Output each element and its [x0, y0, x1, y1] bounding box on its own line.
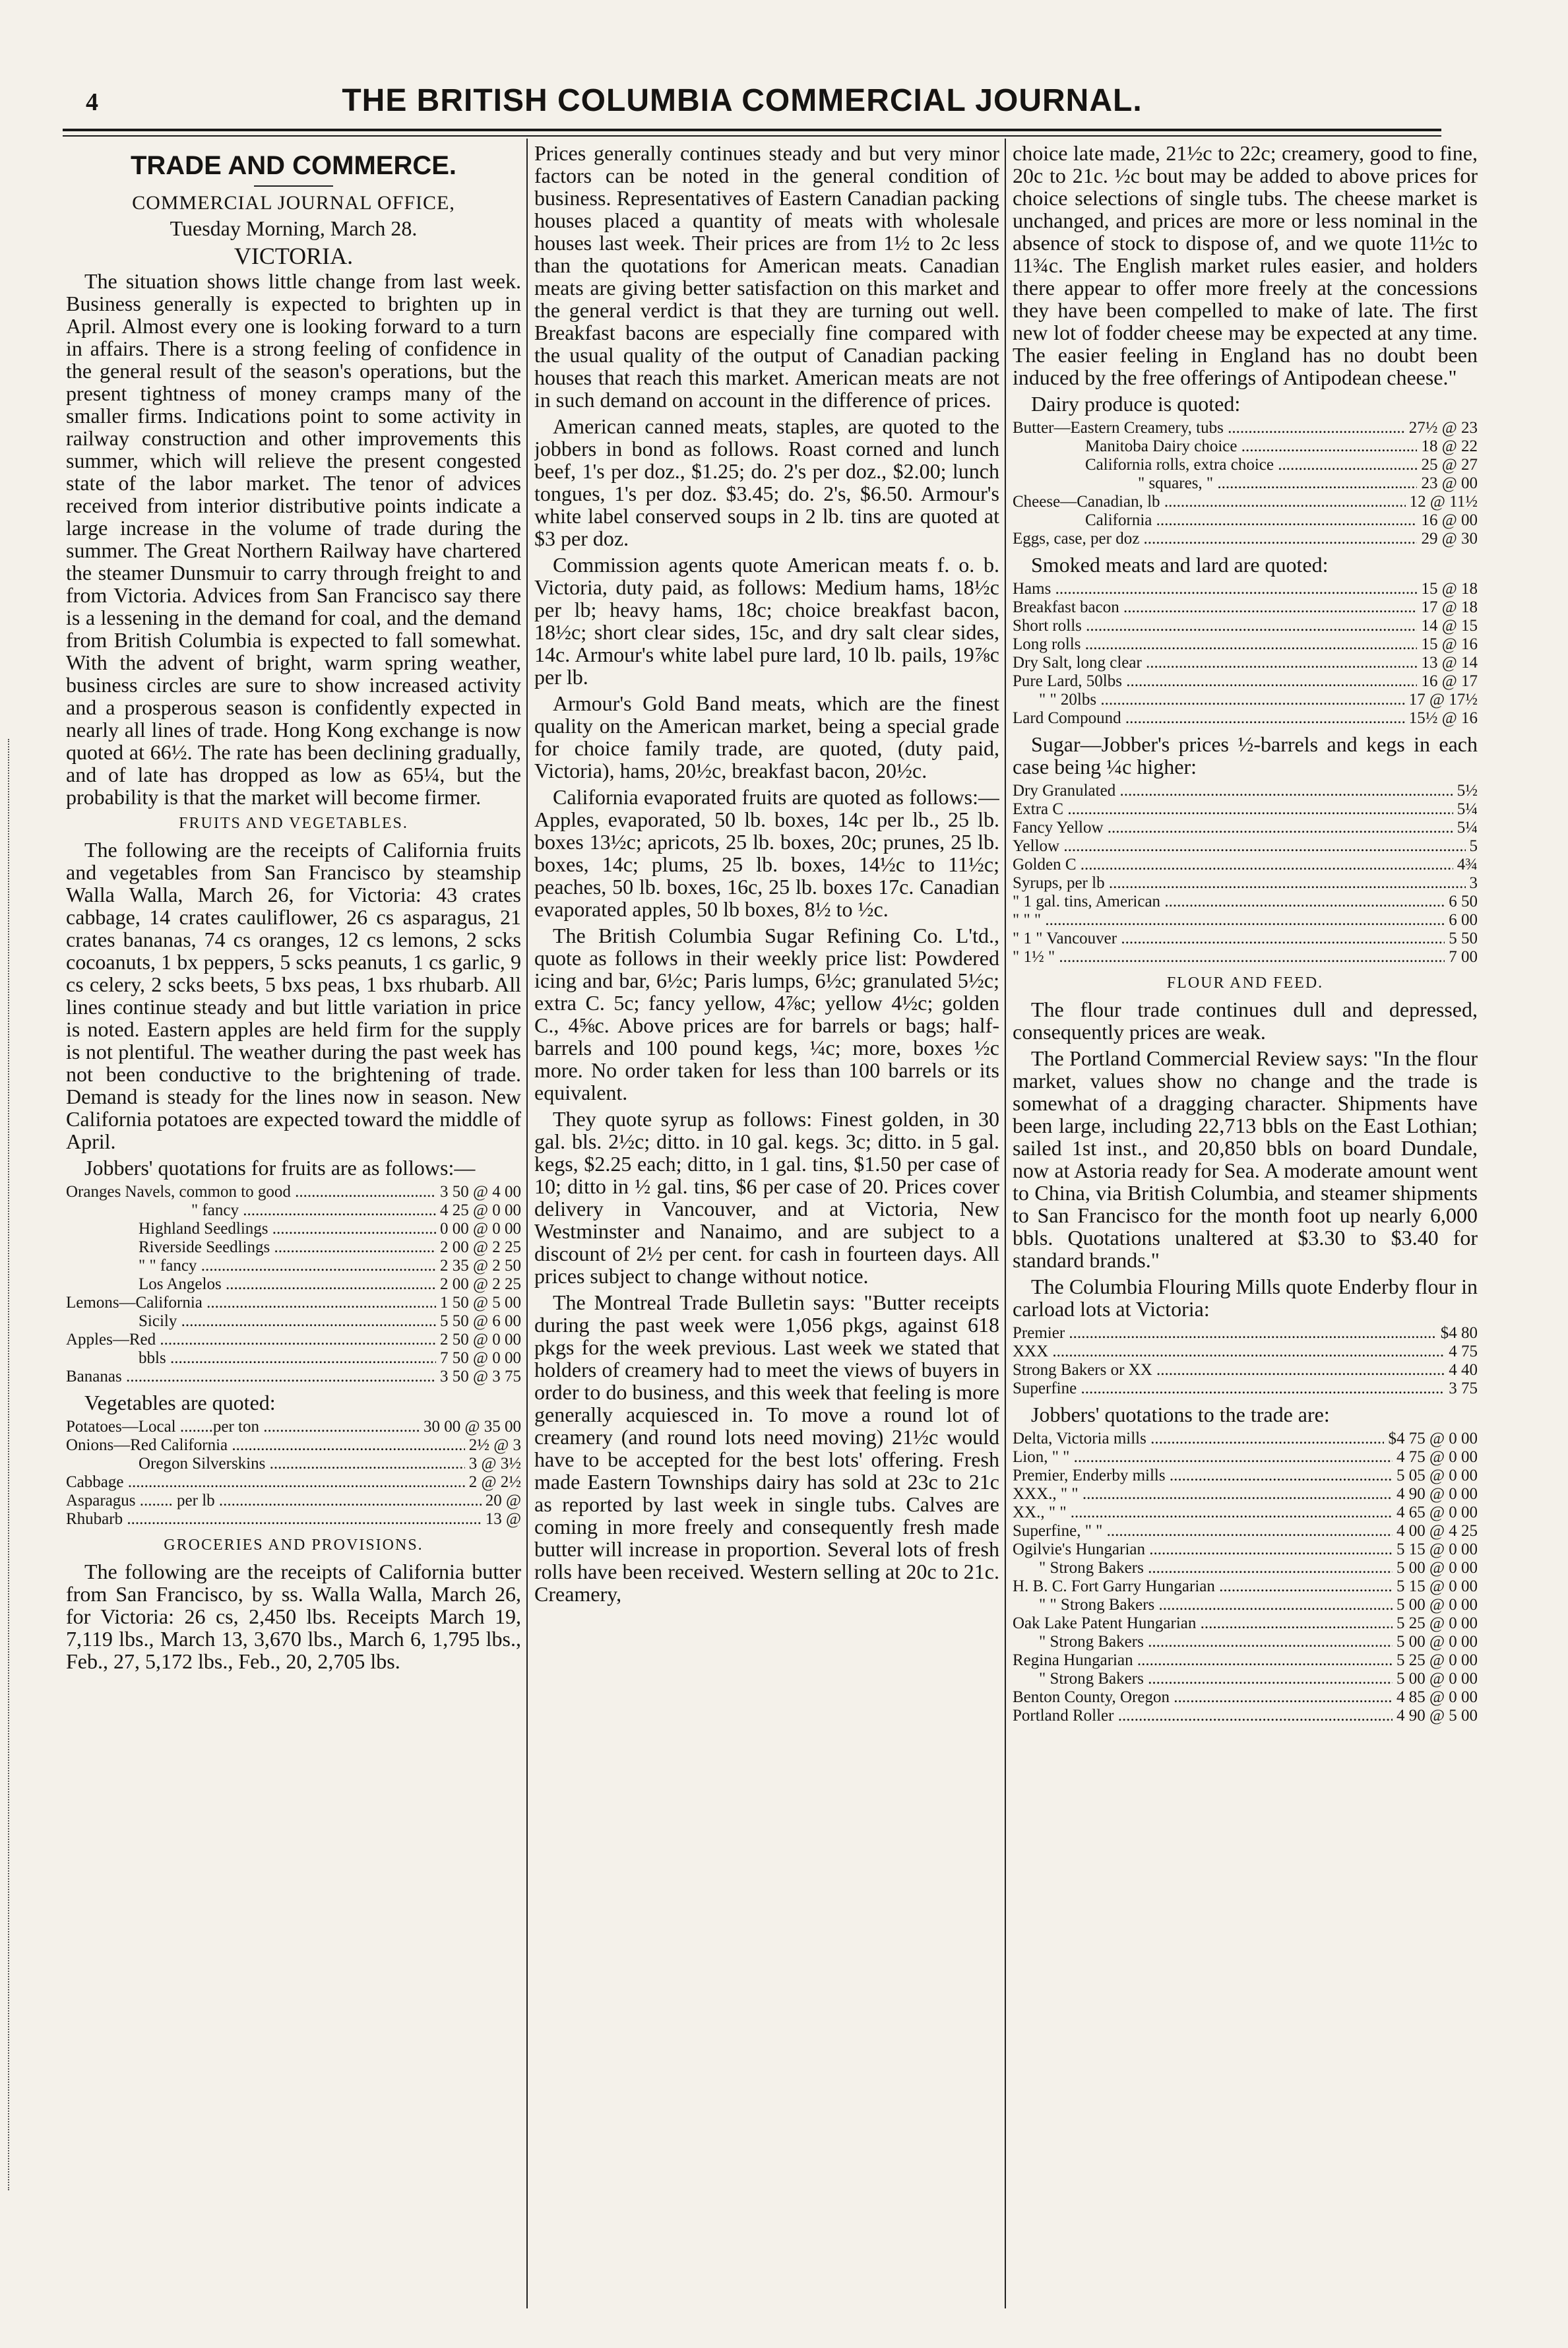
price-label: " Strong Bakers ..... [1013, 1559, 1393, 1577]
price-row [1013, 1651, 1478, 1670]
price-value: 17 @ 17½ [1408, 691, 1478, 709]
price-row [1013, 893, 1478, 911]
price-value: 4 25 @ 0 00 [439, 1201, 521, 1219]
header-rule-thin [63, 135, 1441, 137]
article-paragraph: Dairy produce is quoted: [1031, 392, 1241, 416]
office-line: COMMERCIAL JOURNAL OFFICE, [132, 192, 455, 214]
price-label: Sicily ..... [66, 1312, 436, 1331]
subsection-heading: FRUITS AND VEGETABLES. [179, 815, 408, 832]
journal-title: THE BRITISH COLUMBIA COMMERCIAL JOURNAL. [342, 83, 1143, 118]
article-paragraph: The flour trade continues dull and depressed, consequently prices are weak. [1013, 998, 1478, 1044]
price-row [1013, 598, 1478, 617]
price-row [1013, 635, 1478, 654]
price-value: 2 00 @ 2 25 [439, 1275, 521, 1293]
price-label: Premier ..... [1013, 1324, 1437, 1343]
column-2 [534, 142, 999, 2302]
price-value: 6 00 [1449, 911, 1478, 929]
price-row [1013, 1448, 1478, 1467]
price-row [66, 1183, 521, 1201]
price-value: 4 75 @ 0 00 [1396, 1448, 1478, 1466]
price-value: 5 00 @ 0 00 [1396, 1633, 1478, 1651]
price-label: Dry Granulated ..... [1013, 782, 1453, 800]
price-row [1013, 419, 1478, 437]
price-label: Dry Salt, long clear ..... [1013, 654, 1417, 672]
price-label: bbls ..... [66, 1349, 436, 1368]
price-row [1013, 493, 1478, 511]
price-value: 5¼ [1457, 819, 1478, 837]
price-row [66, 1201, 521, 1220]
column-1 [66, 142, 521, 2302]
price-row [1013, 948, 1478, 967]
price-label: Lard Compound ..... [1013, 709, 1405, 728]
subsection-heading: GROCERIES AND PROVISIONS. [164, 1537, 423, 1554]
price-label: Benton County, Oregon ..... [1013, 1688, 1393, 1707]
price-value: 7 50 @ 0 00 [439, 1349, 521, 1367]
price-value: 6 50 [1449, 893, 1478, 910]
price-value: 2 35 @ 2 50 [439, 1257, 521, 1275]
article-paragraph: The following are the receipts of California butter from San Francisco, by ss. Walla Walla, March 26, for Victoria: 26 cs, 2,450 lbs. Receipts March 19, 7,119 lbs., March 13, 3,670 lbs., March 6, 1,795 lbs., Feb., 27, 5,172 lbs., Feb., 20, 2,705 lbs. [66, 1560, 521, 1673]
price-row [1013, 437, 1478, 456]
price-row [1013, 580, 1478, 598]
price-value: 14 @ 15 [1421, 617, 1478, 635]
price-value: 4 90 @ 5 00 [1396, 1707, 1478, 1725]
price-value: 1 50 @ 5 00 [439, 1294, 521, 1312]
price-row [1013, 709, 1478, 728]
price-label: Ogilvie's Hungarian ..... [1013, 1540, 1393, 1559]
price-label: XXX., " " ..... [1013, 1485, 1393, 1504]
column-divider [1005, 139, 1006, 2308]
article-paragraph: The Portland Commercial Review says: "In the flour market, values show no change and the trade is somewhat of a dragging character. Shipments have been large, including 22,713 bbls on the East Lothian; sailed 1st inst., and 20,850 bbls on board Dundale, now at Astoria ready for Sea. A moderate amount went to China, via British Columbia, and steamer shipments to San Francisco for the month foot up nearly 6,000 bbls. Quotations unaltered at $3.30 to $3.40 for standard brands." [1013, 1046, 1478, 1272]
price-row [1013, 1596, 1478, 1614]
price-label: " squares, " ..... [1013, 474, 1417, 493]
article-paragraph: Smoked meats and lard are quoted: [1031, 553, 1329, 577]
price-value: 4¾ [1457, 856, 1478, 873]
price-label: Manitoba Dairy choice ..... [1013, 437, 1417, 456]
price-value: 5 05 @ 0 00 [1396, 1467, 1478, 1484]
price-row [1013, 1504, 1478, 1522]
price-value: 5 [1469, 837, 1478, 855]
fruit-price-table [66, 1183, 521, 1386]
price-label: Bananas ..... [66, 1368, 436, 1386]
article-paragraph: choice late made, 21½c to 22c; creamery, good to fine, 20c to 21c. ½c bout may be added to above prices for choice selections of single tubs. The cheese market is unchanged, and prices are more or less nominal in the absence of stock to dispose of, and we quote 11½c to 11¾c. The English market rules easier, and holders there appear to offer more freely at the concessions they have been compelled to make of late. The first new lot of fodder cheese may be expected at any time. The easier feeling in England has no doubt been induced by the free offerings of Antipodean cheese." [1013, 142, 1478, 389]
price-label: Lemons—California ..... [66, 1294, 436, 1312]
price-label: Riverside Seedlings ..... [66, 1238, 436, 1257]
price-label: Premier, Enderby mills ..... [1013, 1467, 1393, 1485]
price-row [1013, 837, 1478, 856]
price-value: $4 75 @ 0 00 [1388, 1430, 1478, 1447]
price-value: 23 @ 00 [1421, 474, 1478, 492]
price-row [1013, 874, 1478, 893]
price-label: Los Angelos ..... [66, 1275, 436, 1294]
price-label: Superfine, " " ..... [1013, 1522, 1393, 1540]
price-label: XX., " " ..... [1013, 1504, 1393, 1522]
price-value: 4 90 @ 0 00 [1396, 1485, 1478, 1503]
article-paragraph: American canned meats, staples, are quoted to the jobbers in bond as follows. Roast corned and lunch beef, 1's per doz., $1.25; do. 2's per doz., $2.00; lunch tongues, 1's per doz. $3.45; do. 2's, $6.50. Armour's white label conserved soups in 2 lb. tins are quoted at $3 per doz. [534, 414, 999, 550]
price-row [1013, 1577, 1478, 1596]
price-row [1013, 474, 1478, 493]
section-title: TRADE AND COMMERCE. [130, 151, 457, 180]
price-label: H. B. C. Fort Garry Hungarian ..... [1013, 1577, 1393, 1596]
price-value: 16 @ 17 [1421, 672, 1478, 690]
article-paragraph: The Columbia Flouring Mills quote Enderby flour in carload lots at Victoria: [1013, 1275, 1478, 1321]
price-row [1013, 1361, 1478, 1380]
price-value: 5 15 @ 0 00 [1396, 1577, 1478, 1595]
price-row [66, 1294, 521, 1312]
price-label: Long rolls ..... [1013, 635, 1417, 654]
page-header [46, 82, 1438, 129]
price-value: 20 @ [485, 1492, 521, 1509]
price-row [1013, 654, 1478, 672]
page-number: 4 [86, 88, 98, 116]
article-paragraph: Vegetables are quoted: [84, 1391, 276, 1414]
article-paragraph: Commission agents quote American meats f. o. b. Victoria, duty paid, as follows: Medium hams, 18½c per lb; heavy hams, 18c; choice breakfast bacon, 18½c; short clear sides, 15c, and dry salt clear sides, 14c. Armour's white label pure lard, 10 lb. pails, 19⅞c per lb. [534, 553, 999, 689]
price-row [1013, 819, 1478, 837]
price-value: 5 00 @ 0 00 [1396, 1596, 1478, 1614]
price-value: 3 50 @ 3 75 [439, 1368, 521, 1385]
subsection-heading: FLOUR AND FEED. [1166, 974, 1324, 992]
price-value: 5 50 @ 6 00 [439, 1312, 521, 1330]
price-value: 5 25 @ 0 00 [1396, 1614, 1478, 1632]
price-label: Oregon Silverskins ..... [66, 1455, 465, 1473]
price-value: 5 15 @ 0 00 [1396, 1540, 1478, 1558]
price-row [1013, 1707, 1478, 1725]
price-row [66, 1368, 521, 1386]
price-value: 12 @ 11½ [1409, 493, 1478, 511]
price-value: 5 00 @ 0 00 [1396, 1670, 1478, 1688]
price-label: " Strong Bakers ..... [1013, 1633, 1393, 1651]
price-value: 5 25 @ 0 00 [1396, 1651, 1478, 1669]
price-value: 7 00 [1449, 948, 1478, 966]
price-label: Syrups, per lb ..... [1013, 874, 1466, 893]
price-value: 3 [1469, 874, 1478, 892]
price-row [1013, 1522, 1478, 1540]
price-value: 15 @ 16 [1421, 635, 1478, 653]
price-row [1013, 1430, 1478, 1448]
price-label: California rolls, extra choice ..... [1013, 456, 1417, 474]
price-row [66, 1331, 521, 1349]
price-value: 29 @ 30 [1421, 530, 1478, 548]
price-value: 2 00 @ 2 25 [439, 1238, 521, 1256]
price-value: 3 @ 3½ [468, 1455, 521, 1473]
price-label: Rhubarb ..... [66, 1510, 482, 1529]
price-value: 4 85 @ 0 00 [1396, 1688, 1478, 1706]
price-row [66, 1312, 521, 1331]
price-label: Eggs, case, per doz ..... [1013, 530, 1417, 548]
column-3 [1013, 142, 1478, 2302]
price-value: 3 50 @ 4 00 [439, 1183, 521, 1201]
price-label: Pure Lard, 50lbs ..... [1013, 672, 1417, 691]
price-value: 0 00 @ 0 00 [439, 1220, 521, 1238]
jobbers-flour-price-table [1013, 1430, 1478, 1725]
price-row [1013, 1540, 1478, 1559]
price-value: 13 @ 14 [1421, 654, 1478, 672]
dateline: Tuesday Morning, March 28. [170, 216, 418, 240]
price-label: " 1½ " ..... [1013, 948, 1445, 967]
article-paragraph: Armour's Gold Band meats, which are the finest quality on the American market, being a special grade for choice family trade, are quoted, (duty paid, Victoria), hams, 20½c, breakfast bacon, 20½c. [534, 691, 999, 782]
price-label: Yellow ..... [1013, 837, 1466, 856]
price-row [1013, 1343, 1478, 1361]
article-paragraph: The following are the receipts of California fruits and vegetables from San Francisco by steamship Walla Walla, March 26, for Victoria: 43 crates cabbage, 14 crates cauliflower, 26 cs asparagus, 21 crates bananas, 74 cs oranges, 12 cs lemons, 2 scks cocoanuts, 1 bx peppers, 5 scks peanuts, 1 cs garlic, 9 cs celery, 2 scks beets, 5 bxs peas, 1 bxs rhubarb. All lines continue steady and but little variation in price is noted. Eastern apples are held firm for the supply is not plentiful. The weather during the past week has not been conductive to the brightening of trade. Demand is steady for the lines now in season. New California potatoes are expected toward the middle of April. [66, 838, 521, 1153]
price-label: Cheese—Canadian, lb ..... [1013, 493, 1406, 511]
price-label: Fancy Yellow ..... [1013, 819, 1453, 837]
price-label: " 1 " Vancouver ..... [1013, 930, 1445, 948]
price-label: Regina Hungarian ..... [1013, 1651, 1393, 1670]
price-row [1013, 456, 1478, 474]
dairy-price-table [1013, 419, 1478, 548]
price-row [66, 1492, 521, 1510]
smoked-meat-price-table [1013, 580, 1478, 728]
price-label: Lion, " " ..... [1013, 1448, 1393, 1467]
price-label: " " fancy ..... [66, 1257, 436, 1275]
vegetable-price-table [66, 1418, 521, 1529]
price-row [66, 1238, 521, 1257]
price-value: 5½ [1457, 782, 1478, 800]
columbia-mills-price-table [1013, 1324, 1478, 1398]
price-value: 2 @ 2½ [468, 1473, 521, 1491]
city-heading: VICTORIA. [234, 243, 354, 269]
price-row [1013, 856, 1478, 874]
price-value: 30 00 @ 35 00 [423, 1418, 521, 1436]
price-row [1013, 617, 1478, 635]
price-value: 13 @ [485, 1510, 521, 1528]
page-edge-marks [8, 739, 13, 2190]
article-paragraph: Jobbers' quotations to the trade are: [1031, 1403, 1330, 1426]
price-row [66, 1455, 521, 1473]
price-row [1013, 1324, 1478, 1343]
price-label: Potatoes—Local ........per ton ..... [66, 1418, 420, 1436]
price-row [66, 1257, 521, 1275]
price-label: Cabbage ..... [66, 1473, 465, 1492]
price-label: Extra C ..... [1013, 800, 1453, 819]
price-label: Asparagus ........ per lb ..... [66, 1492, 482, 1510]
price-value: 4 75 [1449, 1343, 1478, 1360]
price-label: " 1 gal. tins, American ..... [1013, 893, 1445, 911]
price-value: 3 75 [1449, 1380, 1478, 1397]
price-row [1013, 1380, 1478, 1398]
price-row [66, 1220, 521, 1238]
price-value: 15½ @ 16 [1408, 709, 1478, 727]
price-label: " Strong Bakers ..... [1013, 1670, 1393, 1688]
price-label: Delta, Victoria mills ..... [1013, 1430, 1384, 1448]
price-value: 15 @ 18 [1421, 580, 1478, 598]
price-row [66, 1418, 521, 1436]
price-value: 5 00 @ 0 00 [1396, 1559, 1478, 1577]
price-row [1013, 511, 1478, 530]
price-row [66, 1275, 521, 1294]
price-value: 17 @ 18 [1421, 598, 1478, 616]
price-value: 4 00 @ 4 25 [1396, 1522, 1478, 1540]
price-label: Butter—Eastern Creamery, tubs ..... [1013, 419, 1405, 437]
article-paragraph: Prices generally continues steady and but very minor factors can be noted in the general condition of business. Representatives of Eastern Canadian packing houses placed a quantity of meats with wholesale houses last week. Their prices are from 1½ to 2c less than the quotations for American meats. Canadian meats are giving better satisfaction on this market and the general verdict is that they are turning out well. Breakfast bacons are especially fine compared with the usual quality of the output of Canadian packing houses that reach this market. American meats are not in such demand on account in the difference of prices. [534, 142, 999, 412]
price-value: 5 50 [1449, 930, 1478, 947]
price-label: " " " ..... [1013, 911, 1445, 930]
price-label: Superfine ..... [1013, 1380, 1445, 1398]
price-row [1013, 1670, 1478, 1688]
article-paragraph: The situation shows little change from last week. Business generally is expected to brighten up in April. Almost every one is looking forward to a turn in affairs. There is a strong feeling of confidence in the general result of the season's operations, but the present tightness of money cramps many of the smaller firms. Indications point to some activity in railway construction and other improvements this summer, which will relieve the present congested state of the labor market. The tenor of advices received from interior distributive points indicate a large increase in the volume of trade during the summer. The Great Northern Railway have chartered the steamer Dunsmuir to carry through freight to and from Victoria. Advices from San Francisco say there is a lessening in the demand for coal, and the demand from British Columbia is expected to fall somewhat. With the advent of bright, warm spring weather, business circles are sure to show increased activity and a prosperous season is confidently expected in nearly all lines of trade. Hong Kong exchange is now quoted at 66½. The rate has been declining gradually, and of late has dropped as low as 65¼, but the probability is that the market will become firmer. [66, 269, 521, 809]
price-row [1013, 1467, 1478, 1485]
price-row [1013, 1633, 1478, 1651]
article-paragraph: The Montreal Trade Bulletin says: "Butter receipts during the past week were 1,056 pkgs, against 618 pkgs for the week previous. Last week we stated that holders of creamery had to meet the views of buyers in order to do business, and this week that feeling is more generally acquiesced in. To move a round lot of creamery (and round lots need moving) 21½c would have to be accepted for the best lots' offering. Fresh made Eastern Townships dairy has sold at 23c to 21c as reported by last week in single tubs. Calves are coming in more freely and consequently fresh made butter will increase in proportion. Several lots of fresh rolls have been received. Western selling at 20c to 21c. Creamery, [534, 1290, 999, 1606]
price-value: $4 80 [1440, 1324, 1478, 1342]
price-label: XXX ..... [1013, 1343, 1445, 1361]
price-label: Strong Bakers or XX ..... [1013, 1361, 1445, 1380]
price-row [66, 1510, 521, 1529]
price-row [1013, 800, 1478, 819]
price-row [1013, 1485, 1478, 1504]
price-label: Onions—Red California ..... [66, 1436, 465, 1455]
price-row [1013, 930, 1478, 948]
price-value: 18 @ 22 [1421, 437, 1478, 455]
price-row [66, 1349, 521, 1368]
price-label: Portland Roller ..... [1013, 1707, 1393, 1725]
price-label: " " 20lbs ..... [1013, 691, 1405, 709]
price-label: Highland Seedlings ..... [66, 1220, 436, 1238]
article-paragraph: Sugar—Jobber's prices ½-barrels and kegs in each case being ¼c higher: [1013, 732, 1478, 778]
price-row [66, 1473, 521, 1492]
price-label: " " Strong Bakers ..... [1013, 1596, 1393, 1614]
price-label: Oranges Navels, common to good ..... [66, 1183, 436, 1201]
price-value: 4 40 [1449, 1361, 1478, 1379]
price-value: 2½ @ 3 [468, 1436, 521, 1454]
price-row [1013, 1559, 1478, 1577]
price-label: Apples—Red ..... [66, 1331, 436, 1349]
price-label: Oak Lake Patent Hungarian ..... [1013, 1614, 1393, 1633]
price-label: Breakfast bacon ..... [1013, 598, 1417, 617]
price-row [1013, 782, 1478, 800]
price-label: Hams ..... [1013, 580, 1417, 598]
article-paragraph: They quote syrup as follows: Finest golden, in 30 gal. bls. 2½c; ditto. in 10 gal. kegs. 3c; ditto. in 5 gal. kegs, $2.25 each; ditto, in 1 gal. tins, $1.50 per case of 10; ditto in ½ gal. tins, $6 per case of 20. Prices cover delivery in Vancouver, and at Victoria, New Westminster and Nanaimo, and are subject to a discount of 2½ per cent. for cash in fourteen days. All prices subject to change without notice. [534, 1107, 999, 1288]
price-row [1013, 691, 1478, 709]
price-value: 4 65 @ 0 00 [1396, 1504, 1478, 1521]
price-label: " fancy ..... [66, 1201, 436, 1220]
price-label: Short rolls ..... [1013, 617, 1417, 635]
price-value: 2 50 @ 0 00 [439, 1331, 521, 1349]
price-row [1013, 672, 1478, 691]
price-value: 16 @ 00 [1421, 511, 1478, 529]
price-row [1013, 530, 1478, 548]
price-row [1013, 911, 1478, 930]
price-row [1013, 1688, 1478, 1707]
column-divider [526, 139, 528, 2308]
title-rule [254, 185, 333, 187]
price-value: 27½ @ 23 [1408, 419, 1478, 437]
sugar-price-table [1013, 782, 1478, 967]
price-value: 25 @ 27 [1421, 456, 1478, 474]
price-label: Golden C ..... [1013, 856, 1453, 874]
article-paragraph: California evaporated fruits are quoted as follows:—Apples, evaporated, 50 lb. boxes, 14c per lb., 25 lb. boxes 13½c; apricots, 25 lb. boxes, 20c; prunes, 25 lb. boxes, 14c; plums, 25 lb. boxes, 14½c to 11½c; peaches, 50 lb. boxes, 16c, 25 lb. boxes 17c. Canadian evaporated apples, 50 lb boxes, 8½ to ½c. [534, 785, 999, 921]
article-paragraph: The British Columbia Sugar Refining Co. L'td., quote as follows in their weekly price list: Powdered icing and bar, 6½c; Paris lumps, 6½c; granulated 5½c; extra C. 5c; fancy yellow, 4⅞c; yellow 4½c; golden C., 4⅝c. Above prices are for barrels or bags; half-barrels and 100 pound kegs, ¼c; more, boxes ½c more. No order taken for less than 100 barrels or its equivalent. [534, 924, 999, 1104]
header-rule [63, 129, 1441, 131]
price-row [66, 1436, 521, 1455]
price-label: California ..... [1013, 511, 1417, 530]
price-row [1013, 1614, 1478, 1633]
article-paragraph: Jobbers' quotations for fruits are as follows:— [84, 1156, 476, 1180]
price-value: 5¼ [1457, 800, 1478, 818]
